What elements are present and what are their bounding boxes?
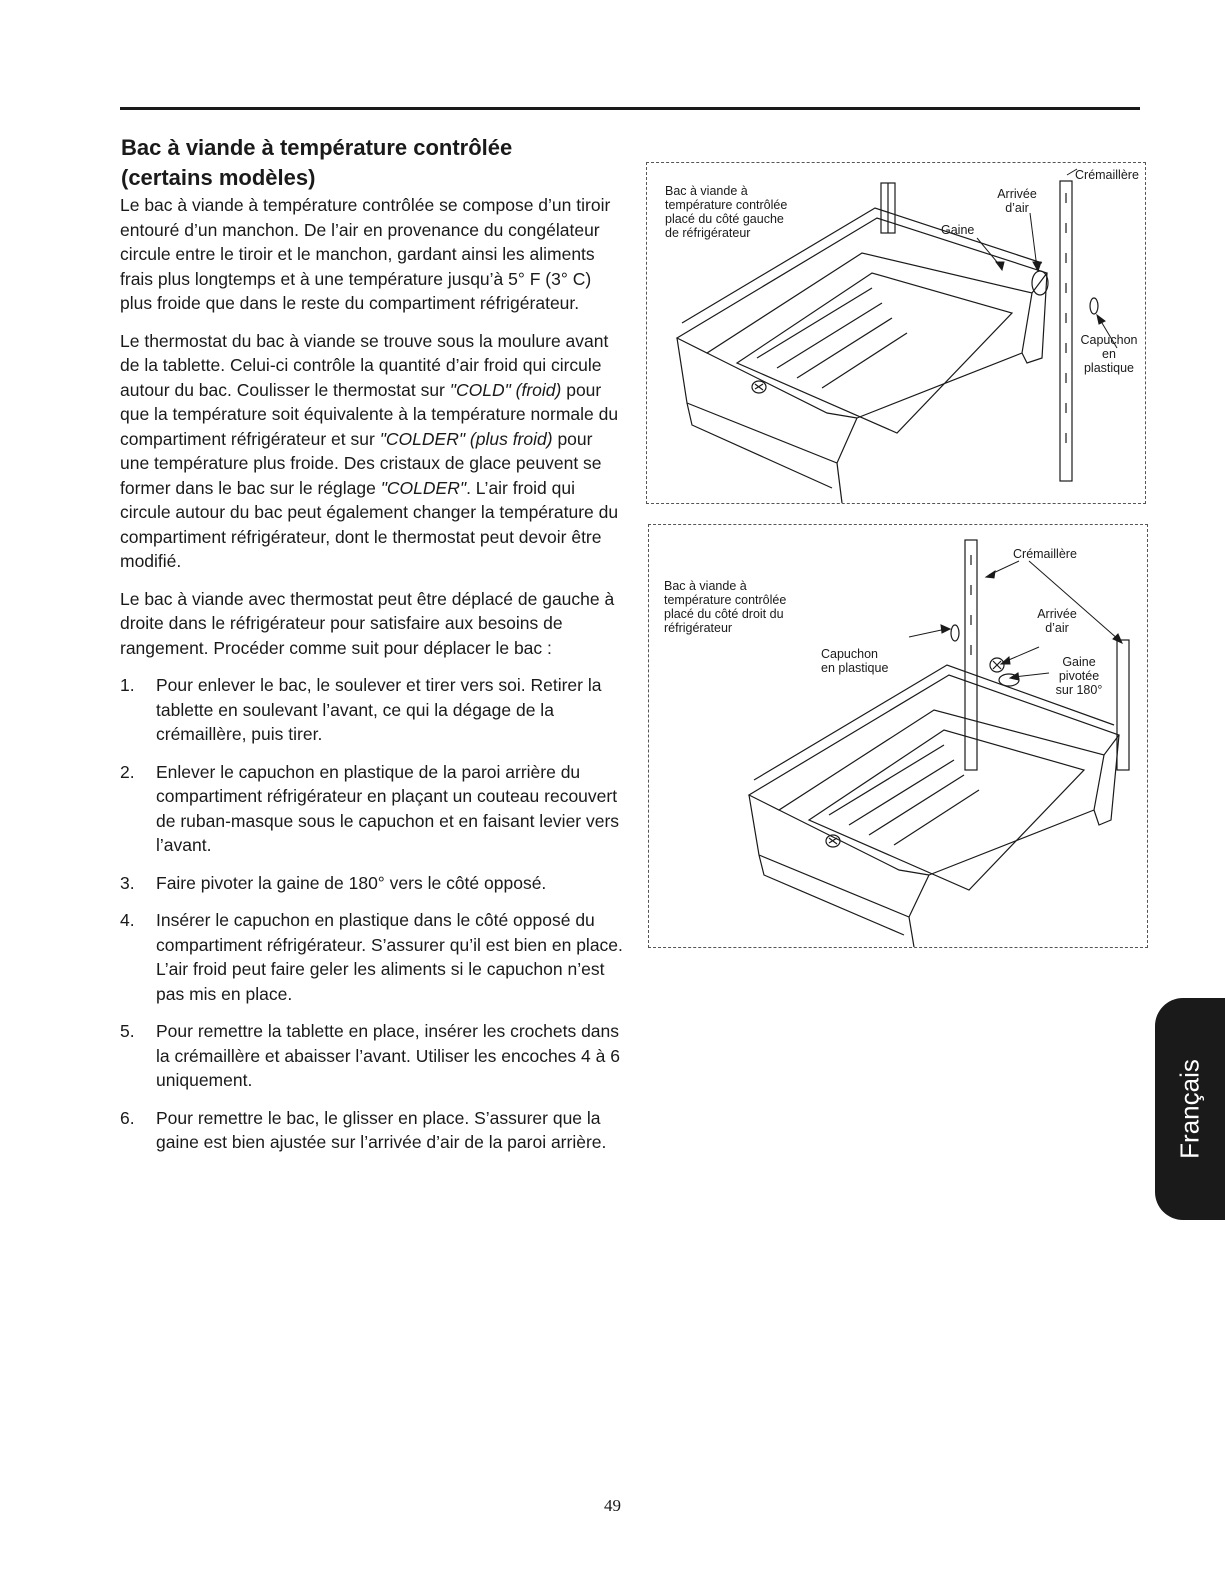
- steps-list: [120, 673, 625, 1155]
- thermostat-text-2: pour que la température soit équivalente à la température normale du compartiment réfrigérateur et sur: [120, 379, 619, 449]
- label-line: Arrivée: [997, 187, 1037, 201]
- cold-setting: "COLD" (froid): [449, 379, 562, 400]
- section-heading: [121, 133, 601, 193]
- label-line: Arrivée: [1037, 607, 1077, 621]
- label-line: Bac à viande à: [665, 184, 748, 198]
- label-line: Bac à viande à: [664, 579, 747, 593]
- move-intro-paragraph: Le bac à viande avec thermostat peut être déplacé de gauche à droite dans le réfrigérateur pour satisfaire aux besoins de rangement. Procéder comme suit pour déplacer le bac :: [120, 588, 615, 658]
- step-text: Pour remettre la tablette en place, insérer les crochets dans la crémaillère et abaisser l’avant. Utiliser les encoches 4 à 6 uniquement.: [156, 1021, 620, 1090]
- thermostat-text-3: pour une température plus froide. Des cristaux de glace peuvent se former dans le bac sur le réglage: [120, 428, 602, 498]
- language-tab: [1155, 998, 1225, 1220]
- step-text: Enlever le capuchon en plastique de la paroi arrière du compartiment réfrigérateur en plaçant un couteau recouvert de ruban-masque sous le capuchon et en faisant levier vers l’avant.: [156, 761, 620, 855]
- label-line: plastique: [1083, 361, 1135, 375]
- label-line: sur 180°: [1055, 683, 1103, 697]
- label-gaine: Gaine: [941, 223, 975, 237]
- step-item: [120, 760, 625, 858]
- label-line: d’air: [1045, 621, 1069, 635]
- step-text: Faire pivoter la gaine de 180° vers le côté opposé.: [156, 872, 547, 893]
- step-number: 3.: [120, 872, 135, 893]
- label-line: température contrôlée: [665, 198, 788, 212]
- step-item: [120, 1019, 625, 1093]
- label-bac-left: [665, 184, 787, 240]
- colder-setting-short: "COLDER": [380, 477, 467, 498]
- label-line: en plastique: [821, 661, 889, 675]
- figure-right-placement: [648, 524, 1148, 948]
- label-line: température contrôlée: [664, 593, 787, 607]
- step-item: [120, 673, 625, 747]
- step-item: [120, 1106, 625, 1155]
- figure-left-placement: [646, 162, 1146, 504]
- label-cremaillere-right: Crémaillère: [1013, 547, 1077, 561]
- thermostat-text-4: . L’air froid qui circule autour du bac peut également changer la température du compartiment réfrigérateur, dont le thermostat peut devoir être modifié.: [120, 477, 619, 571]
- step-number: 1.: [120, 675, 135, 695]
- language-tab-label: Français: [1174, 1059, 1205, 1159]
- label-line: de réfrigérateur: [665, 226, 751, 240]
- top-rule: [120, 107, 1140, 110]
- heading-line-2: (certains modèles): [121, 165, 316, 190]
- label-line: placé du côté gauche: [665, 212, 784, 226]
- label-bac-right: [664, 579, 786, 635]
- step-text: Pour enlever le bac, le soulever et tirer vers soi. Retirer la tablette en soulevant l’avant, ce qui la dégage de la crémaillère, puis tirer.: [156, 675, 602, 744]
- step-number: 5.: [120, 1021, 135, 1041]
- label-line: Gaine: [1062, 655, 1096, 669]
- step-number: 2.: [120, 761, 135, 782]
- page-number: 49: [604, 1496, 621, 1515]
- step-item: [120, 908, 625, 1006]
- colder-setting: "COLDER" (plus froid): [379, 428, 553, 449]
- step-text: Pour remettre le bac, le glisser en place. S’assurer que la gaine est bien ajustée sur l’arrivée d’air de la paroi arrière.: [156, 1107, 607, 1152]
- label-line: Capuchon: [821, 647, 878, 661]
- heading-line-1: Bac à viande à température contrôlée: [121, 135, 513, 160]
- label-arrivee-air: [987, 187, 1047, 215]
- label-gaine-pivotee: [1049, 655, 1109, 697]
- label-line: pivotée: [1058, 669, 1100, 683]
- step-number: 6.: [120, 1107, 135, 1128]
- label-line: placé du côté droit du: [664, 607, 784, 621]
- label-capuchon-plastique: [821, 647, 888, 675]
- label-arrivee-air-right: [1027, 607, 1087, 635]
- label-line: Capuchon: [1080, 333, 1138, 347]
- label-cremaillere: Crémaillère: [1075, 168, 1139, 182]
- step-number: 4.: [120, 910, 135, 930]
- label-line: d’air: [1005, 201, 1029, 215]
- intro-paragraph: Le bac à viande à température contrôlée se compose d’un tiroir entouré d’un manchon. De l’air en provenance du congélateur circule entre le tiroir et le manchon, gardant ainsi les aliments frais plus longtemps et à une température jusqu’à 5° F (3° C) plus froide que dans le reste du compartiment réfrigérateur.: [120, 195, 611, 313]
- step-text: Insérer le capuchon en plastique dans le côté opposé du compartiment réfrigérateur. S’assurer qu’il est bien en place. L’air froid peut faire geler les aliments si le capuchon n’est pas mis en place.: [156, 910, 623, 1004]
- thermostat-text-1: Le thermostat du bac à viande se trouve sous la moulure avant de la tablette. Celui-ci contrôle la quantité d’air froid qui circule autour du bac. Coulisser le thermostat sur: [120, 330, 609, 400]
- step-item: [120, 871, 625, 896]
- label-line: réfrigérateur: [664, 621, 733, 635]
- label-line: en: [1102, 347, 1116, 361]
- body-text: [120, 193, 625, 1168]
- thermostat-paragraph: [120, 329, 625, 574]
- label-capuchon: [1075, 333, 1143, 375]
